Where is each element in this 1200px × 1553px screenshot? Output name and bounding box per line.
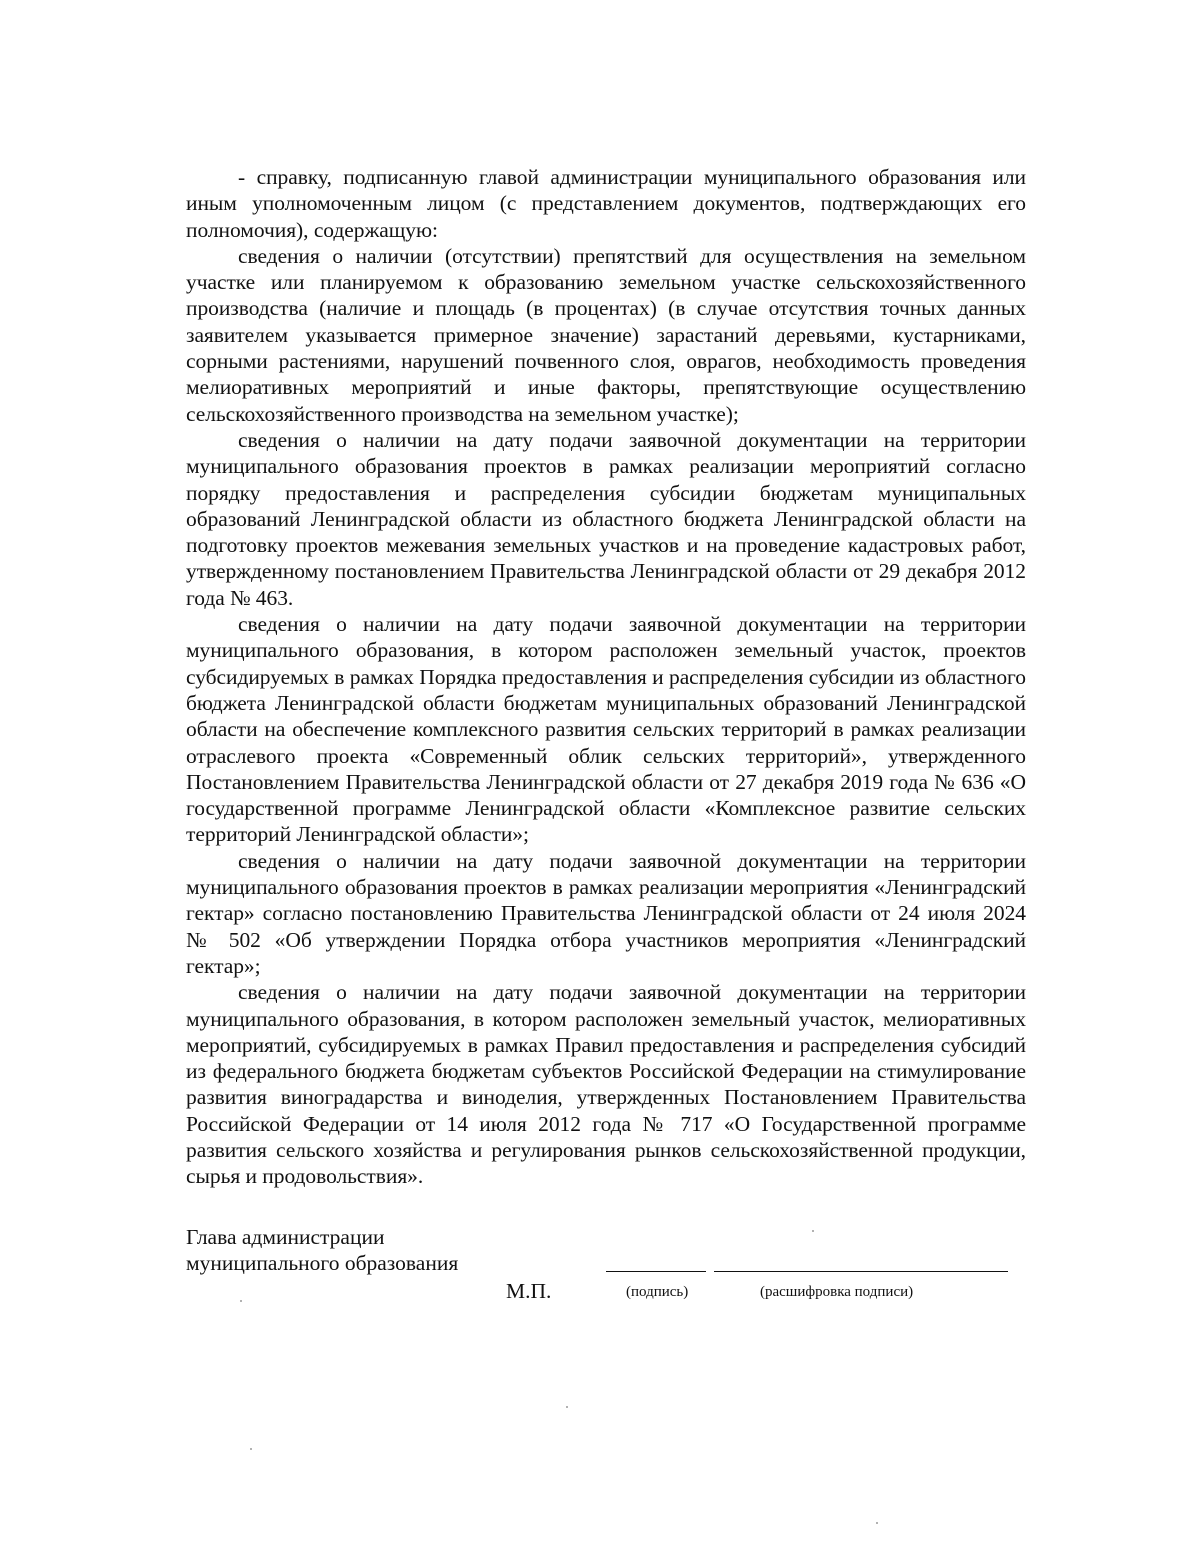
scan-speck	[250, 1448, 252, 1450]
scan-speck	[240, 1300, 242, 1302]
signatory-title-line1: Глава администрации	[186, 1225, 385, 1249]
paragraph-land-survey-projects: сведения о наличии на дату подачи заявочной документации на территории муниципального образования проектов в рамках реализации мероприятий согласно порядку предоставления и распределения субсидии бюджетам муниципальных образований Ленинградской области из областного бюджета Ленинградской области на подготовку проектов межевания земельных участков и на проведение кадастровых работ, утвержденному постановлением Правительства Ленинградской области от 29 декабря 2012 года № 463.	[186, 427, 1026, 610]
signature-line	[606, 1271, 706, 1272]
scan-speck	[876, 1522, 878, 1524]
signature-decoding-line	[714, 1271, 1008, 1272]
paragraph-melioration-measures: сведения о наличии на дату подачи заявочной документации на территории муниципального образования, в котором расположен земельный участок, мелиоративных мероприятий, субсидируемых в рамках Правил предоставления и распределения субсидий из федерального бюджета бюджетам субъектов Российской Федерации на стимулирование развития виноградарства и виноделия, утвержденных Постановлением Правительства Российской Федерации от 14 июля 2012 года № 717 «О Государственной программе развития сельского хозяйства и регулирования рынков сельскохозяйственной продукции, сырья и продовольствия».	[186, 980, 1026, 1189]
signature-caption: (подпись)	[626, 1284, 689, 1300]
paragraph-obstacles-info: сведения о наличии (отсутствии) препятствий для осуществления на земельном участке или планируемом к образованию земельном участке сельскохозяйственного производства (наличие и площадь (в процентах) (в случае отсутствия точных данных заявителем указывается примерное значение) зарастаний деревьями, кустарниками, сорными растениями, нарушений почвенного слоя, оврагов, необходимость проведения мелиоративных мероприятий и иные факторы, препятствующие осуществлению сельскохозяйственного производства на земельном участке);	[186, 243, 1026, 426]
signatory-title-line2: муниципального образования	[186, 1251, 459, 1275]
signature-decoding-caption: (расшифровка подписи)	[760, 1284, 914, 1300]
paragraph-rural-development-projects: сведения о наличии на дату подачи заявочной документации на территории муниципального образования, в котором расположен земельный участок, проектов субсидируемых в рамках Порядка предоставления и распределения субсидии из областного бюджета Ленинградской области бюджетам муниципальных образований Ленинградской области на обеспечение комплексного развития сельских территорий в рамках реализации отраслевого проекта «Современный облик сельских территорий», утвержденного Постановлением Правительства Ленинградской области от 27 декабря 2019 года № 636 «О государственной программе Ленинградской области «Комплексное развитие сельских территорий Ленинградской области»;	[186, 612, 1026, 847]
stamp-place-label: М.П.	[506, 1279, 552, 1303]
scan-speck	[812, 1230, 814, 1232]
paragraph-certificate-intro: - справку, подписанную главой администрации муниципального образования или иным уполномоченным лицом (с представлением документов, подтверждающих его полномочия), содержащую:	[186, 165, 1026, 242]
scan-speck	[566, 1406, 568, 1408]
signatory-title	[186, 1224, 458, 1276]
paragraph-leningrad-hectare: сведения о наличии на дату подачи заявочной документации на территории муниципального образования проектов в рамках реализации мероприятия «Ленинградский гектар» согласно постановлению Правительства Ленинградской области от 24 июля 2024 № 502 «Об утверждении Порядка отбора участников мероприятия «Ленинградский гектар»;	[186, 848, 1026, 978]
document-body	[186, 164, 1026, 1190]
